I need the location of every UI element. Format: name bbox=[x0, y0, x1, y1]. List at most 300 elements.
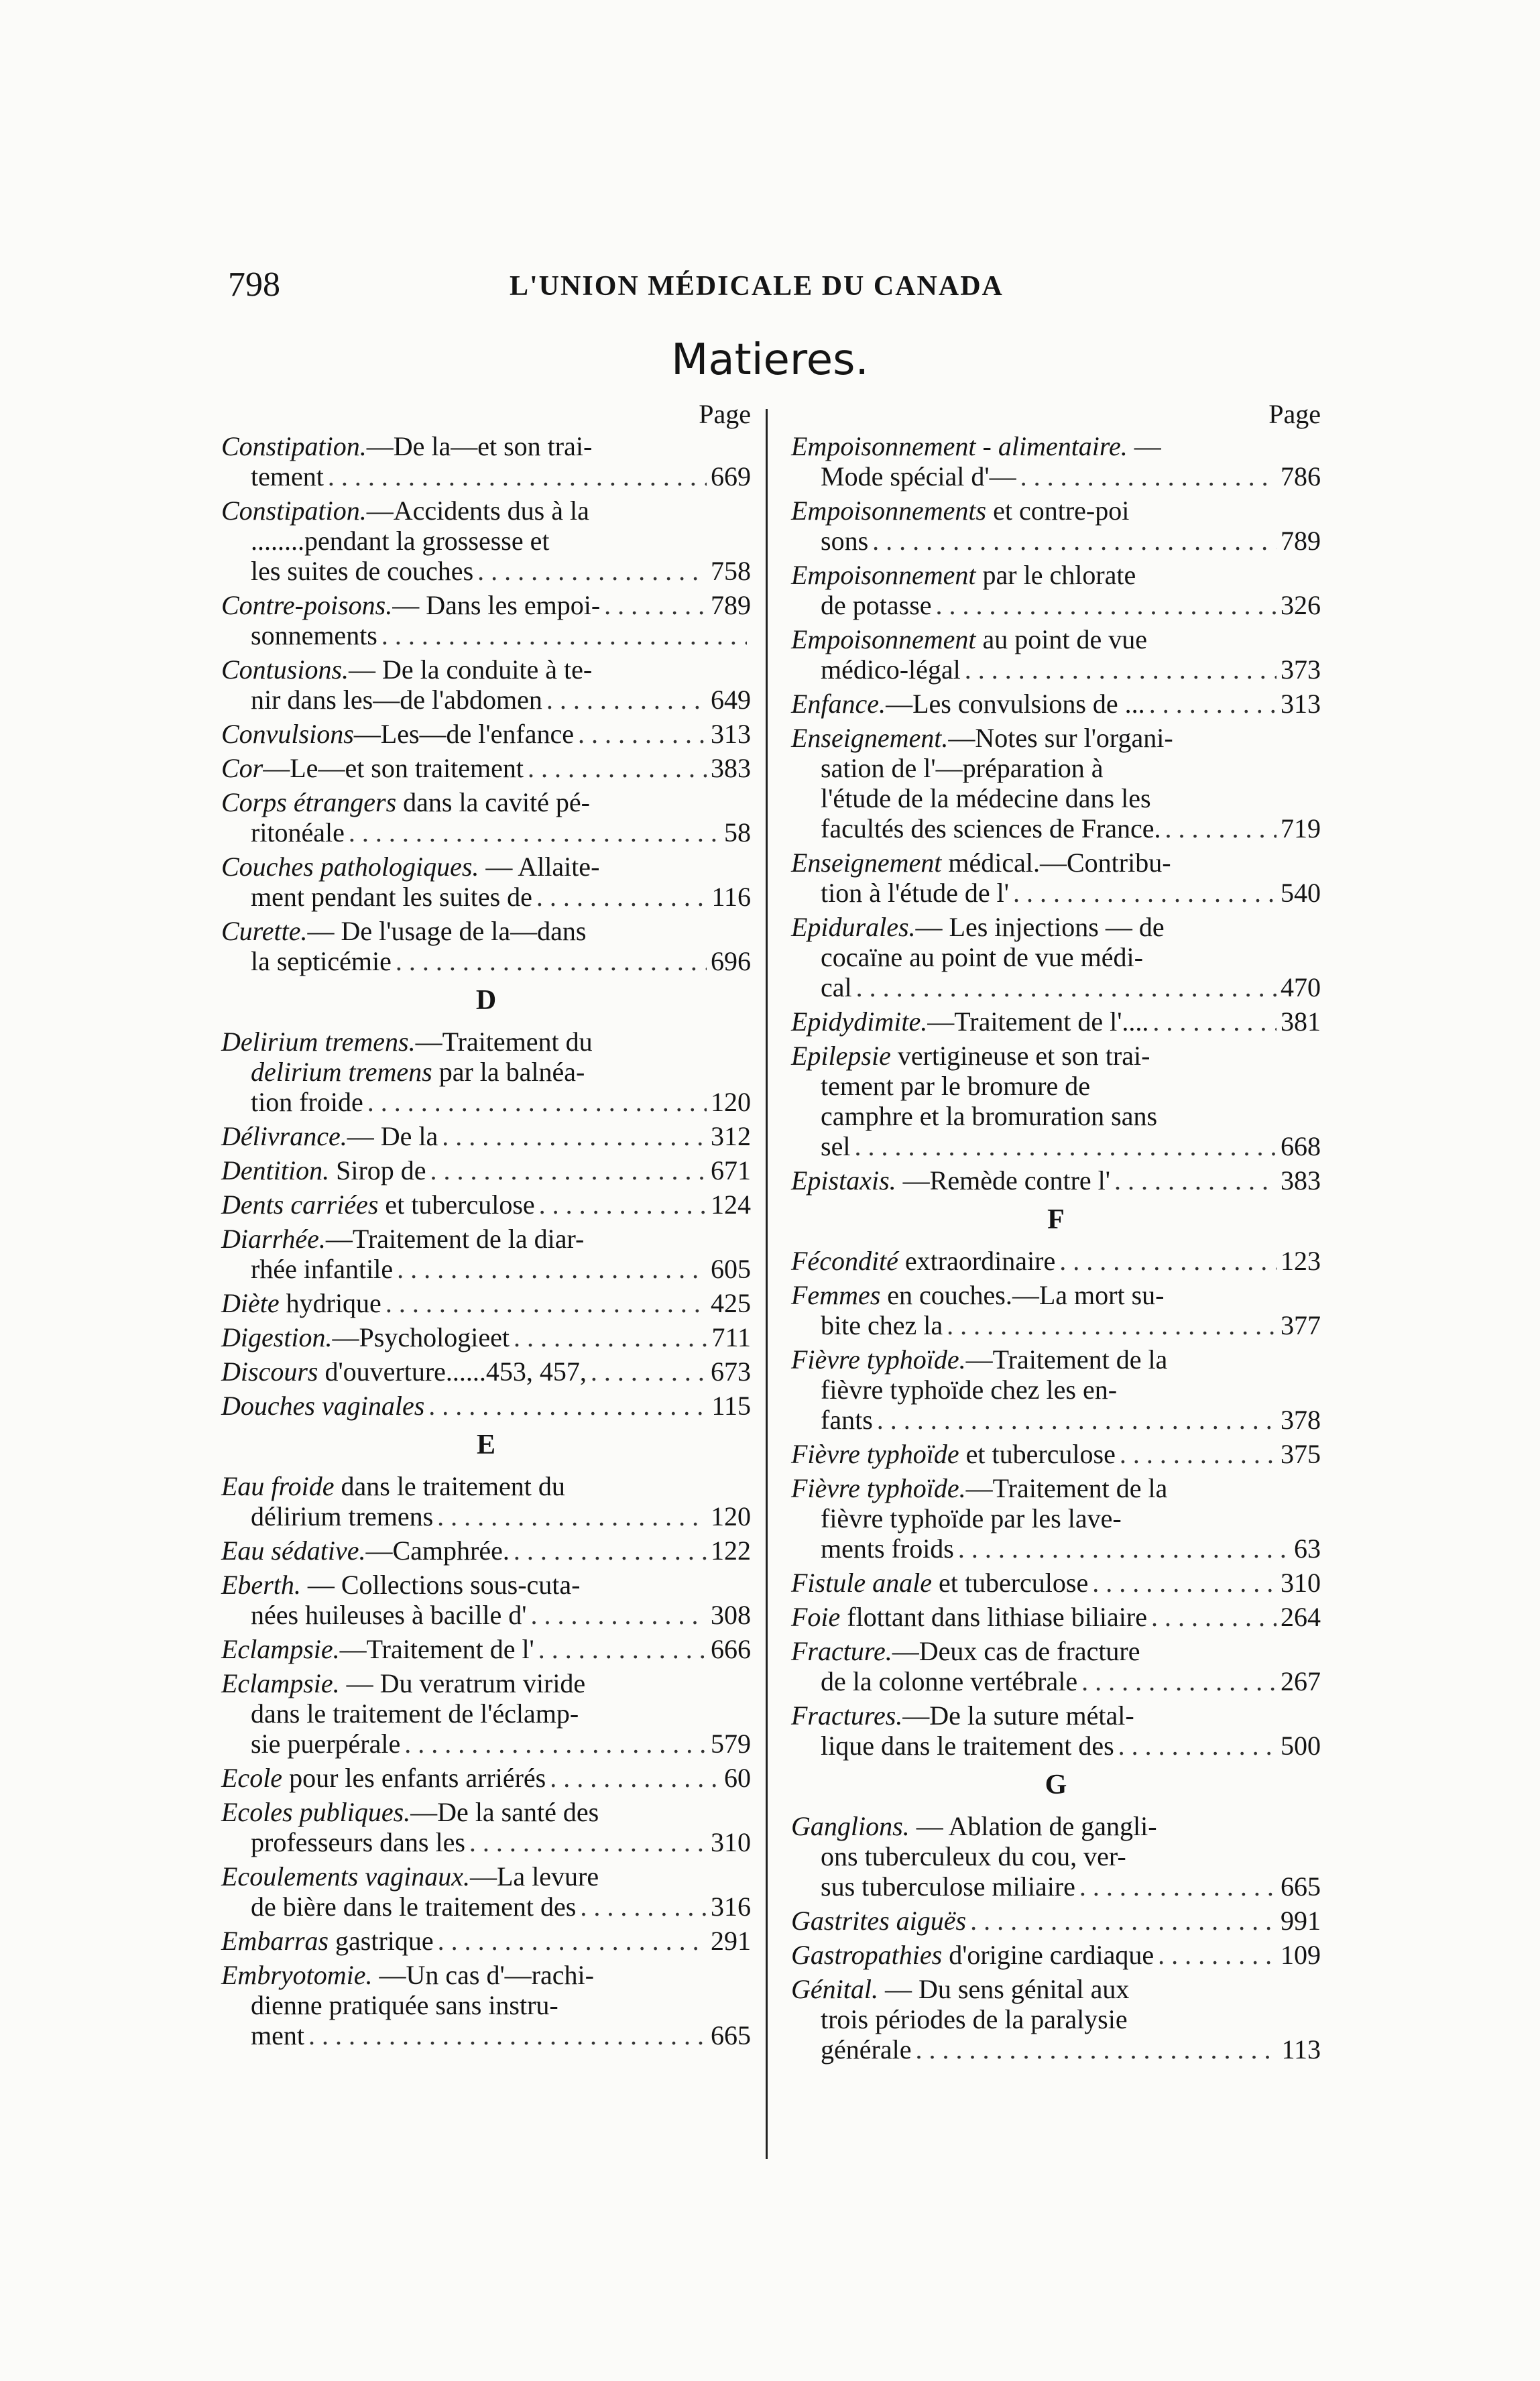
dot-leader bbox=[965, 654, 1277, 685]
index-entry bbox=[221, 1960, 751, 2050]
page-reference: 669 bbox=[711, 461, 751, 491]
index-term: Empoisonnement - alimentaire. bbox=[791, 431, 1128, 461]
dot-leader bbox=[404, 1729, 707, 1759]
page-reference: 377 bbox=[1281, 1310, 1321, 1340]
dot-leader bbox=[514, 1322, 708, 1352]
dot-leader bbox=[539, 1189, 707, 1220]
page-reference: 665 bbox=[1281, 1871, 1321, 1902]
page-reference: 789 bbox=[1281, 526, 1321, 556]
index-term: Epidydimite. bbox=[791, 1006, 928, 1037]
dot-leader bbox=[1165, 813, 1277, 844]
index-term: Contre-poisons. bbox=[221, 590, 393, 620]
index-term: Ecoles publiques. bbox=[221, 1797, 411, 1827]
index-entry-line bbox=[221, 620, 751, 650]
index-entry bbox=[221, 431, 751, 491]
index-entry-line bbox=[791, 1602, 1321, 1632]
page-reference: 58 bbox=[724, 817, 751, 848]
index-entry-line bbox=[221, 1570, 751, 1600]
index-term: Couches pathologiques. bbox=[221, 852, 479, 882]
index-entry-line bbox=[221, 1254, 751, 1284]
index-entry-line bbox=[221, 1322, 751, 1352]
index-text: — De l'usage de la—dans bbox=[307, 916, 587, 946]
index-text: ment bbox=[251, 2020, 304, 2050]
dot-leader bbox=[538, 1634, 707, 1664]
page-column-label: Page bbox=[1268, 399, 1321, 429]
page-reference: 373 bbox=[1281, 654, 1321, 685]
index-entry-line bbox=[791, 972, 1321, 1002]
index-entry-line bbox=[791, 560, 1321, 590]
page-reference: 719 bbox=[1281, 813, 1321, 844]
index-entry bbox=[791, 1940, 1321, 1970]
dot-leader bbox=[428, 1391, 707, 1421]
index-text: pour les enfants arriérés bbox=[282, 1763, 546, 1793]
index-entry-line bbox=[791, 1344, 1321, 1375]
page-reference: 500 bbox=[1281, 1731, 1321, 1761]
page-reference: 665 bbox=[711, 2020, 751, 2050]
index-entry bbox=[791, 1041, 1321, 1161]
dot-leader bbox=[308, 2020, 707, 2050]
index-text: gastrique bbox=[329, 1926, 434, 1956]
index-text: de potasse bbox=[821, 590, 932, 620]
index-text: extraordinaire bbox=[898, 1246, 1056, 1276]
index-column-left bbox=[221, 399, 751, 2054]
page-reference: 425 bbox=[711, 1288, 751, 1318]
index-entry bbox=[221, 1861, 751, 1922]
index-entry-line bbox=[221, 1729, 751, 1759]
index-term: Epidurales. bbox=[791, 912, 916, 942]
dot-leader bbox=[477, 556, 707, 586]
dot-leader bbox=[1120, 1439, 1277, 1469]
index-entry-line bbox=[791, 1041, 1321, 1071]
index-entry bbox=[791, 1811, 1321, 1902]
index-entry bbox=[221, 1668, 751, 1759]
index-term: Dents carriées bbox=[221, 1189, 379, 1220]
index-term: Fracture. bbox=[791, 1636, 892, 1666]
page-reference: 291 bbox=[711, 1926, 751, 1956]
index-entry-line bbox=[221, 1189, 751, 1220]
index-text: nir dans les—de l'abdomen bbox=[251, 685, 542, 715]
index-text: —Notes sur l'organi- bbox=[948, 723, 1173, 753]
index-text: et tuberculose bbox=[959, 1439, 1116, 1469]
index-term: Constipation. bbox=[221, 496, 367, 526]
page-reference: 313 bbox=[711, 719, 751, 749]
index-term: Corps étrangers bbox=[221, 787, 397, 817]
index-entry bbox=[221, 1189, 751, 1220]
index-entry bbox=[221, 1926, 751, 1956]
index-term: Embarras bbox=[221, 1926, 329, 1956]
index-entry-line bbox=[221, 1121, 751, 1151]
index-entry bbox=[221, 1391, 751, 1421]
page-reference: 60 bbox=[724, 1763, 751, 1793]
index-entry bbox=[221, 1570, 751, 1630]
dot-leader bbox=[438, 1926, 707, 1956]
index-entry bbox=[791, 1439, 1321, 1469]
index-text: sel bbox=[821, 1131, 851, 1161]
index-entry-line bbox=[791, 878, 1321, 908]
index-entry-line bbox=[221, 1155, 751, 1185]
index-text: lique dans le traitement des bbox=[821, 1731, 1114, 1761]
index-text: —Traitement de la diar- bbox=[325, 1224, 585, 1254]
index-term: Gastropathies bbox=[791, 1940, 943, 1970]
section-title: Matieres. bbox=[671, 335, 869, 385]
page-reference: 113 bbox=[1281, 2034, 1321, 2065]
page-reference: 673 bbox=[711, 1356, 751, 1387]
index-text: — De la conduite à te- bbox=[349, 654, 593, 685]
page-column-label: Page bbox=[699, 399, 751, 429]
page-reference: 124 bbox=[711, 1189, 751, 1220]
index-text: ........pendant la grossesse et bbox=[251, 526, 550, 556]
index-entry-line bbox=[791, 1006, 1321, 1037]
dot-leader bbox=[550, 1763, 720, 1793]
index-entry bbox=[221, 1027, 751, 1117]
page-reference: 540 bbox=[1281, 878, 1321, 908]
index-text: et tuberculose bbox=[931, 1568, 1089, 1598]
dot-leader bbox=[386, 1288, 707, 1318]
index-text: fièvre typhoïde par les lave- bbox=[821, 1503, 1122, 1533]
index-entries-right bbox=[791, 431, 1321, 2065]
index-text: sons bbox=[821, 526, 869, 556]
index-entry-line bbox=[791, 654, 1321, 685]
page-reference: 470 bbox=[1281, 972, 1321, 1002]
index-text: d'ouverture......453, 457, bbox=[318, 1356, 587, 1387]
dot-leader bbox=[591, 1356, 707, 1387]
dot-leader bbox=[936, 590, 1277, 620]
index-text: professeurs dans les bbox=[251, 1827, 465, 1857]
index-entry-line bbox=[221, 2020, 751, 2050]
index-text: dienne pratiquée sans instru- bbox=[251, 1990, 558, 2020]
index-text: sonnements bbox=[251, 620, 377, 650]
index-text: — Du veratrum viride bbox=[339, 1668, 586, 1698]
index-entry bbox=[221, 1797, 751, 1857]
index-text: trois périodes de la paralysie bbox=[821, 2004, 1128, 2034]
index-text: fièvre typhoïde chez les en- bbox=[821, 1375, 1118, 1405]
index-text: dans la cavité pé- bbox=[396, 787, 590, 817]
index-entry bbox=[221, 852, 751, 912]
index-entry-line bbox=[221, 1288, 751, 1318]
dot-leader bbox=[915, 2034, 1277, 2065]
index-entry-line bbox=[791, 1131, 1321, 1161]
index-entry-line bbox=[221, 526, 751, 556]
index-entry bbox=[791, 1344, 1321, 1435]
index-entry-line bbox=[791, 1871, 1321, 1902]
index-text: et contre-poi bbox=[986, 496, 1130, 526]
index-entry-line bbox=[791, 1841, 1321, 1871]
dot-leader bbox=[1092, 1568, 1277, 1598]
index-term: Epilepsie bbox=[791, 1041, 891, 1071]
index-text: —Traitement du bbox=[415, 1027, 593, 1057]
index-text: rhée infantile bbox=[251, 1254, 394, 1284]
dot-leader bbox=[970, 1906, 1277, 1936]
index-entry-line bbox=[791, 590, 1321, 620]
index-entry-line bbox=[221, 916, 751, 946]
index-term: Foie bbox=[791, 1602, 841, 1632]
index-entry-line bbox=[221, 1224, 751, 1254]
index-entry-line bbox=[221, 1698, 751, 1729]
index-text: — Ablation de gangli- bbox=[909, 1811, 1157, 1841]
dot-leader bbox=[1081, 1666, 1277, 1696]
index-text: — Allaite- bbox=[479, 852, 600, 882]
index-entry-line bbox=[221, 1356, 751, 1387]
index-text: — Dans les empoi- bbox=[392, 590, 601, 620]
dot-leader bbox=[1158, 1940, 1277, 1970]
index-term: Empoisonnement bbox=[791, 624, 976, 654]
index-text: flottant dans lithiase biliaire bbox=[840, 1602, 1147, 1632]
index-term: Gastrites aiguës bbox=[791, 1906, 967, 1936]
index-entry bbox=[791, 1473, 1321, 1564]
index-term: Contusions. bbox=[221, 654, 349, 685]
index-entry bbox=[221, 1763, 751, 1793]
index-entry-line bbox=[221, 1600, 751, 1630]
index-entry bbox=[791, 1246, 1321, 1276]
index-text: tion à l'étude de l' bbox=[821, 878, 1009, 908]
index-entry-line bbox=[791, 2004, 1321, 2034]
index-term: Enseignement. bbox=[791, 723, 949, 753]
index-text: délirium tremens bbox=[251, 1501, 434, 1531]
column-divider bbox=[766, 409, 768, 2159]
dot-leader bbox=[1114, 1165, 1277, 1196]
index-column-right bbox=[791, 399, 1321, 2069]
index-text: dans le traitement de l'éclamp- bbox=[251, 1698, 579, 1729]
index-entry-line bbox=[791, 624, 1321, 654]
index-text: cocaïne au point de vue médi- bbox=[821, 942, 1143, 972]
index-entry-line bbox=[221, 496, 751, 526]
page-reference: 378 bbox=[1281, 1405, 1321, 1435]
page-reference: 313 bbox=[1281, 689, 1321, 719]
index-term: Empoisonnement bbox=[791, 560, 976, 590]
index-entry-line bbox=[791, 1165, 1321, 1196]
page-number: 798 bbox=[228, 266, 280, 304]
index-entry-line bbox=[221, 753, 751, 783]
dot-leader bbox=[528, 753, 707, 783]
index-entry bbox=[221, 1224, 751, 1284]
index-text: tement bbox=[251, 461, 324, 491]
dot-leader bbox=[877, 1405, 1277, 1435]
dot-leader bbox=[1059, 1246, 1277, 1276]
dot-leader bbox=[854, 1131, 1277, 1161]
index-text: fants bbox=[821, 1405, 873, 1435]
index-term: Fièvre typhoïde. bbox=[791, 1344, 966, 1375]
index-entry-line bbox=[791, 1811, 1321, 1841]
running-header bbox=[228, 265, 1265, 312]
index-letter-heading: D bbox=[475, 985, 497, 1016]
index-letter-heading: F bbox=[1047, 1204, 1065, 1235]
page-reference: 120 bbox=[711, 1501, 751, 1531]
page-reference: 116 bbox=[711, 882, 751, 912]
dot-leader bbox=[1149, 689, 1277, 719]
index-text: et tuberculose bbox=[378, 1189, 535, 1220]
dot-leader bbox=[1152, 1006, 1277, 1037]
page-reference: 789 bbox=[711, 590, 751, 620]
index-entry-line bbox=[221, 719, 751, 749]
index-term: Enseignement bbox=[791, 848, 942, 878]
index-text: générale bbox=[821, 2034, 912, 2065]
index-entry-line bbox=[221, 685, 751, 715]
index-entry-line bbox=[791, 1503, 1321, 1533]
index-entry-line bbox=[791, 813, 1321, 844]
dot-leader bbox=[349, 817, 720, 848]
index-entry-line bbox=[791, 1906, 1321, 1936]
index-entry-line bbox=[791, 526, 1321, 556]
index-term: Digestion. bbox=[221, 1322, 333, 1352]
page-reference: 383 bbox=[1281, 1165, 1321, 1196]
index-text: —Le—et son traitement bbox=[263, 753, 524, 783]
index-term: Cor bbox=[221, 753, 263, 783]
page-reference: 267 bbox=[1281, 1666, 1321, 1696]
index-entry-line bbox=[791, 1280, 1321, 1310]
page-reference: 668 bbox=[1281, 1131, 1321, 1161]
index-text: —Traitement de la bbox=[965, 1473, 1168, 1503]
page-reference: 786 bbox=[1281, 461, 1321, 491]
index-entries-left bbox=[221, 431, 751, 2050]
dot-leader bbox=[514, 1535, 707, 1566]
dot-leader bbox=[872, 526, 1277, 556]
page-reference: 579 bbox=[711, 1729, 751, 1759]
index-entry-line bbox=[221, 654, 751, 685]
index-text: —Un cas d'—rachi- bbox=[372, 1960, 594, 1990]
index-text: —Camphrée. bbox=[365, 1535, 510, 1566]
page-reference: 310 bbox=[711, 1827, 751, 1857]
index-entry-line bbox=[221, 817, 751, 848]
index-text: —Traitement de la bbox=[965, 1344, 1168, 1375]
index-text: —Psychologieet bbox=[332, 1322, 510, 1352]
index-entry bbox=[791, 1700, 1321, 1761]
index-term: Delirium tremens. bbox=[221, 1027, 416, 1057]
index-entry-line bbox=[791, 942, 1321, 972]
dot-leader bbox=[536, 882, 708, 912]
index-text: —Accidents dus à la bbox=[366, 496, 589, 526]
index-term: Eclampsie. bbox=[221, 1668, 340, 1698]
index-text: par le chlorate bbox=[975, 560, 1136, 590]
dot-leader bbox=[1118, 1731, 1277, 1761]
index-text: camphre et la bromuration sans bbox=[821, 1101, 1158, 1131]
page-reference: 316 bbox=[711, 1892, 751, 1922]
index-entry-line bbox=[791, 1375, 1321, 1405]
index-text: sus tuberculose miliaire bbox=[821, 1871, 1075, 1902]
index-entry bbox=[791, 1568, 1321, 1598]
page-reference: 758 bbox=[711, 556, 751, 586]
index-entry bbox=[791, 723, 1321, 844]
index-text: cal bbox=[821, 972, 852, 1002]
index-text: — Du sens génital aux bbox=[878, 1974, 1130, 2004]
index-entry bbox=[221, 654, 751, 715]
page-reference: 123 bbox=[1281, 1246, 1321, 1276]
dot-leader bbox=[1013, 878, 1277, 908]
index-term: Embryotomie. bbox=[221, 1960, 373, 1990]
index-text: —Deux cas de fracture bbox=[892, 1636, 1140, 1666]
index-letter-heading: G bbox=[1045, 1769, 1067, 1800]
index-entry-line bbox=[791, 1700, 1321, 1731]
dot-leader bbox=[580, 1892, 707, 1922]
index-entry bbox=[791, 1280, 1321, 1340]
index-text: médical.—Contribu- bbox=[941, 848, 1171, 878]
page-reference: 115 bbox=[711, 1391, 751, 1421]
index-text: en couches.—La mort su- bbox=[880, 1280, 1165, 1310]
index-text: de la colonne vertébrale bbox=[821, 1666, 1078, 1696]
index-text: de bière dans le traitement des bbox=[251, 1892, 577, 1922]
index-entry-line bbox=[791, 1974, 1321, 2004]
page-reference: 671 bbox=[711, 1155, 751, 1185]
index-entry bbox=[791, 912, 1321, 1002]
index-letter-heading: E bbox=[476, 1430, 495, 1460]
index-term: Dentition. bbox=[221, 1155, 330, 1185]
index-entry bbox=[791, 689, 1321, 719]
index-text: bite chez la bbox=[821, 1310, 943, 1340]
dot-leader bbox=[604, 590, 707, 620]
index-text: —De la suture métal- bbox=[902, 1700, 1134, 1731]
index-term: Eclampsie. bbox=[221, 1634, 340, 1664]
index-entry bbox=[791, 1165, 1321, 1196]
index-text: —Traitement de l' bbox=[339, 1634, 534, 1664]
index-term: Diète bbox=[221, 1288, 280, 1318]
index-text: nées huileuses à bacille d' bbox=[251, 1600, 527, 1630]
index-term: Eau sédative. bbox=[221, 1535, 366, 1566]
index-entry-line bbox=[791, 689, 1321, 719]
dot-leader bbox=[1020, 461, 1277, 491]
dot-leader bbox=[578, 719, 707, 749]
index-entry-line bbox=[791, 1731, 1321, 1761]
index-entry-line bbox=[791, 1533, 1321, 1564]
index-entry-line bbox=[791, 1473, 1321, 1503]
index-entry bbox=[791, 1906, 1321, 1936]
index-entry-line bbox=[791, 1666, 1321, 1696]
index-text: vertigineuse et son trai- bbox=[890, 1041, 1150, 1071]
index-term: Délivrance. bbox=[221, 1121, 347, 1151]
index-entry bbox=[221, 1322, 751, 1352]
index-entry bbox=[791, 1974, 1321, 2065]
index-text: la septicémie bbox=[251, 946, 392, 976]
index-text: les suites de couches bbox=[251, 556, 474, 586]
page-reference: 109 bbox=[1281, 1940, 1321, 1970]
index-entry-line bbox=[221, 1471, 751, 1501]
index-term: Fistule anale bbox=[791, 1568, 932, 1598]
dot-leader bbox=[430, 1155, 707, 1185]
index-entry-line bbox=[221, 1391, 751, 1421]
index-entry-line bbox=[221, 1797, 751, 1827]
index-text: —De la—et son trai- bbox=[366, 431, 593, 461]
page-reference: 666 bbox=[711, 1634, 751, 1664]
index-entry bbox=[791, 624, 1321, 685]
index-term: Curette. bbox=[221, 916, 308, 946]
index-entry-line bbox=[221, 1057, 751, 1087]
page-reference: 649 bbox=[711, 685, 751, 715]
page-reference: 264 bbox=[1281, 1602, 1321, 1632]
index-term: delirium tremens bbox=[251, 1057, 432, 1087]
index-text: Sirop de bbox=[329, 1155, 426, 1185]
dot-leader bbox=[397, 1254, 707, 1284]
running-title: L'UNION MÉDICALE DU CANADA bbox=[510, 271, 1004, 302]
dot-leader bbox=[1151, 1602, 1277, 1632]
index-entry bbox=[221, 1155, 751, 1185]
index-text: — Collections sous-cuta- bbox=[300, 1570, 581, 1600]
index-entry-line bbox=[221, 1990, 751, 2020]
index-term: Fièvre typhoïde. bbox=[791, 1473, 966, 1503]
index-entry-line bbox=[791, 1071, 1321, 1101]
index-entry bbox=[221, 719, 751, 749]
index-text: facultés des sciences de France. bbox=[821, 813, 1161, 844]
page-reference: 383 bbox=[711, 753, 751, 783]
index-text: l'étude de la médecine dans les bbox=[821, 783, 1151, 813]
dot-leader bbox=[442, 1121, 707, 1151]
index-entry-line bbox=[221, 1535, 751, 1566]
dot-leader bbox=[437, 1501, 707, 1531]
index-text: —Traitement de l'.... bbox=[927, 1006, 1149, 1037]
index-entry-line bbox=[221, 946, 751, 976]
index-term: Ecole bbox=[221, 1763, 283, 1793]
index-entry-line bbox=[791, 496, 1321, 526]
index-entry bbox=[221, 787, 751, 848]
dot-leader bbox=[381, 620, 747, 650]
index-entry bbox=[791, 1006, 1321, 1037]
